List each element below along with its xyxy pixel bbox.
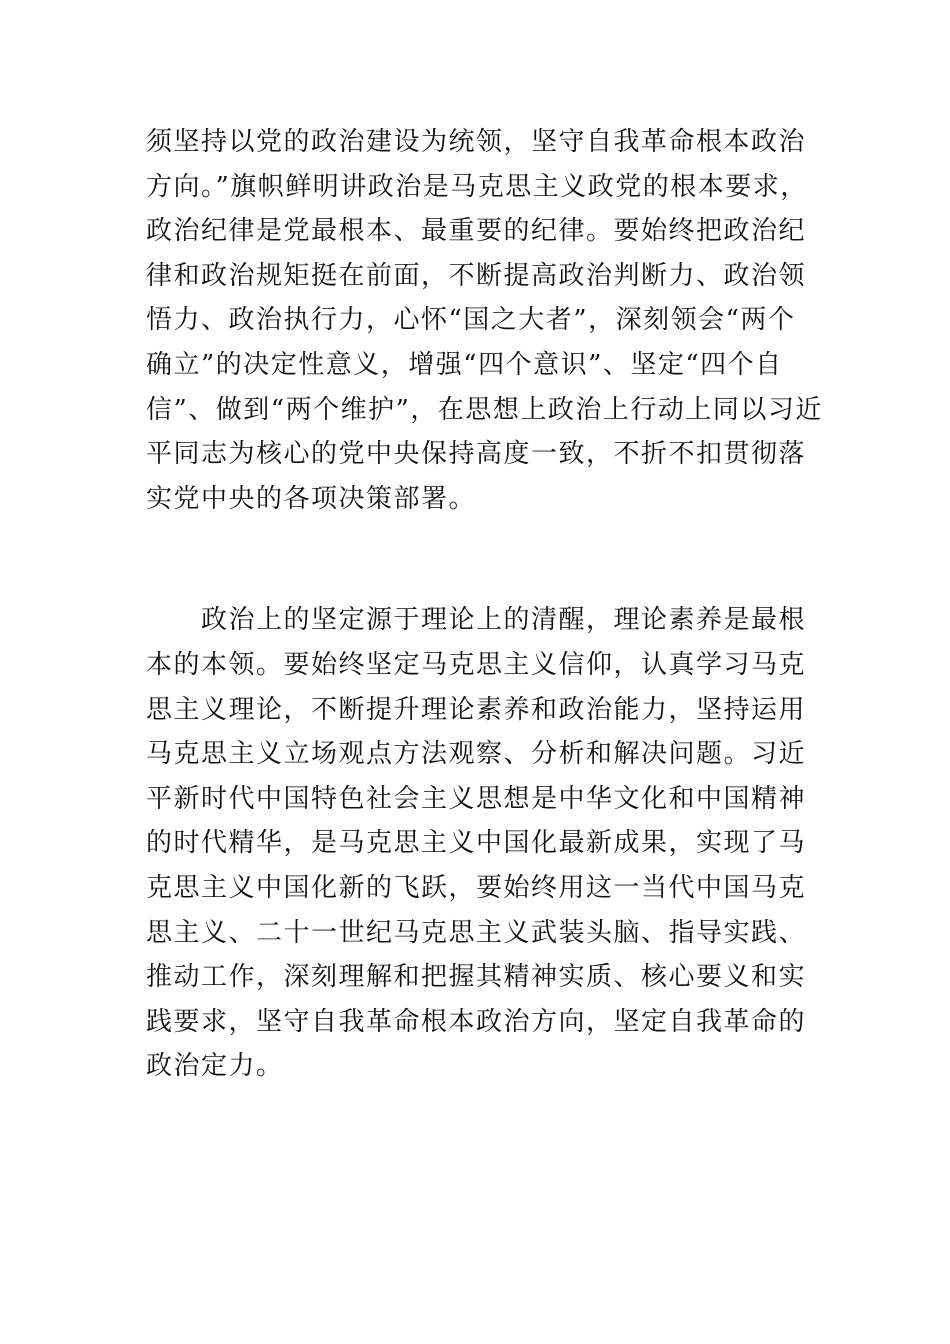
paragraph-2 xyxy=(146,598,806,1089)
text-line: 信”、做到“两个维护”，在思想上政治上行动上同以习近 xyxy=(146,394,823,425)
text-line: 政治纪律是党最根本、最重要的纪律。要始终把政治纪 xyxy=(146,216,807,247)
text-line: 本的本领。要始终坚定马克思主义信仰，认真学习马克 xyxy=(146,649,807,680)
text-line: 思主义、二十一世纪马克思主义武装头脑、指导实践、 xyxy=(146,917,807,948)
document-body xyxy=(146,120,823,1089)
text-line: 政治定力。 xyxy=(146,1051,284,1082)
text-line: 践要求，坚守自我革命根本政治方向，坚定自我革命的 xyxy=(146,1006,807,1037)
text-line: 马克思主义立场观点方法观察、分析和解决问题。习近 xyxy=(146,739,807,770)
text-line: 须坚持以党的政治建设为统领，坚守自我革命根本政治 xyxy=(146,127,807,157)
text-line: 克思主义中国化新的飞跃，要始终用这一当代中国马克 xyxy=(146,872,807,903)
paragraph-spacer xyxy=(146,521,806,598)
text-line: 思主义理论，不断提升理论素养和政治能力，坚持运用 xyxy=(146,694,807,725)
text-line: 确立”的决定性意义，增强“四个意识”、坚定“四个自 xyxy=(146,349,783,380)
text-line: 悟力、政治执行力，心怀“国之大者”，深刻领会“两个 xyxy=(146,305,796,336)
text-line: 方向。”旗帜鲜明讲政治是马克思主义政党的根本要求， xyxy=(146,171,808,202)
text-line: 政治上的坚定源于理论上的清醒，理论素养是最根 xyxy=(146,605,807,636)
text-line: 推动工作，深刻理解和把握其精神实质、核心要义和实 xyxy=(146,962,807,993)
text-line: 实党中央的各项决策部署。 xyxy=(146,483,477,514)
text-line: 律和政治规矩挺在前面，不断提高政治判断力、政治领 xyxy=(146,260,807,291)
text-line: 的时代精华，是马克思主义中国化最新成果，实现了马 xyxy=(146,828,807,859)
paragraph-1 xyxy=(146,120,823,521)
text-line: 平同志为核心的党中央保持高度一致，不折不扣贯彻落 xyxy=(146,439,807,470)
text-line: 平新时代中国特色社会主义思想是中华文化和中国精神 xyxy=(146,783,807,814)
